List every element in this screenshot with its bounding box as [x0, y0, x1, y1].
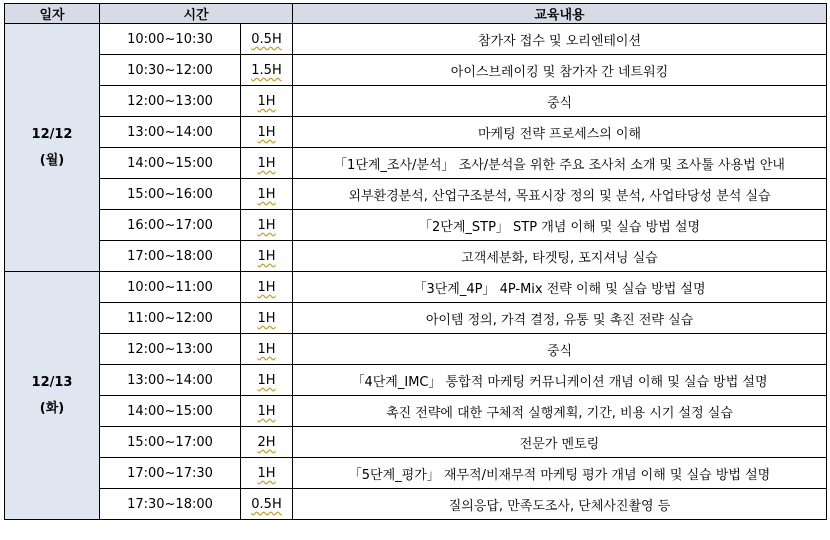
duration-cell: [241, 55, 293, 86]
duration-cell: [241, 24, 293, 55]
table-row: [5, 148, 827, 179]
table-row: [5, 179, 827, 210]
content: 참가자 접수 및 오리엔테이션: [293, 24, 827, 55]
table-row: [5, 55, 827, 86]
content: 「3단계_4P」 4P-Mix 전략 이해 및 실습 방법 설명: [293, 272, 827, 303]
duration-cell: [241, 334, 293, 365]
duration: 1H: [257, 248, 276, 264]
content: 「5단계_평가」 재무적/비재무적 마케팅 평가 개념 이해 및 실습 방법 설명: [293, 458, 827, 489]
duration-cell: [241, 179, 293, 210]
header-content: 교육내용: [293, 4, 827, 24]
duration: 1H: [257, 217, 276, 233]
day-date: 12/13: [31, 374, 73, 390]
time-range: 17:30~18:00: [100, 489, 241, 520]
table-row: [5, 303, 827, 334]
content: 아이템 정의, 가격 결정, 유통 및 촉진 전략 실습: [293, 303, 827, 334]
content: 고객세분화, 타겟팅, 포지셔닝 실습: [293, 241, 827, 272]
duration: 1H: [257, 403, 276, 419]
table-row: [5, 334, 827, 365]
day-cell: [5, 24, 100, 272]
time-range: 15:00~17:00: [100, 427, 241, 458]
duration-cell: [241, 117, 293, 148]
duration-cell: [241, 241, 293, 272]
time-range: 12:00~13:00: [100, 334, 241, 365]
header-time: 시간: [100, 4, 293, 24]
table-row: [5, 117, 827, 148]
time-range: 17:00~18:00: [100, 241, 241, 272]
content: 마케팅 전략 프로세스의 이해: [293, 117, 827, 148]
content: 중식: [293, 334, 827, 365]
duration: 1H: [257, 341, 276, 357]
table-row: [5, 272, 827, 303]
schedule-table: [4, 3, 827, 520]
time-range: 13:00~14:00: [100, 117, 241, 148]
table-row: [5, 241, 827, 272]
duration: 1H: [257, 93, 276, 109]
content: 아이스브레이킹 및 참가자 간 네트워킹: [293, 55, 827, 86]
time-range: 14:00~15:00: [100, 396, 241, 427]
duration: 1H: [257, 155, 276, 171]
content: 「2단계_STP」 STP 개념 이해 및 실습 방법 설명: [293, 210, 827, 241]
content: 질의응답, 만족도조사, 단체사진촬영 등: [293, 489, 827, 520]
content: 전문가 멘토링: [293, 427, 827, 458]
day-date: 12/12: [31, 126, 73, 142]
duration: 1H: [257, 124, 276, 140]
content: 촉진 전략에 대한 구체적 실행계획, 기간, 비용 시기 설정 실습: [293, 396, 827, 427]
duration: 1H: [257, 465, 276, 481]
duration: 2H: [257, 434, 276, 450]
header-row: [5, 4, 827, 24]
content: 「4단계_IMC」 통합적 마케팅 커뮤니케이션 개념 이해 및 실습 방법 설명: [293, 365, 827, 396]
table-row: [5, 489, 827, 520]
duration: 1H: [257, 310, 276, 326]
day-weekday: (화): [39, 400, 65, 416]
day-weekday: (월): [39, 152, 65, 168]
duration-cell: [241, 303, 293, 334]
duration-cell: [241, 396, 293, 427]
duration: 1H: [257, 186, 276, 202]
duration-cell: [241, 489, 293, 520]
table-row: [5, 458, 827, 489]
time-range: 10:00~11:00: [100, 272, 241, 303]
duration: 1H: [257, 279, 276, 295]
duration: 1.5H: [251, 62, 282, 78]
day-cell: [5, 272, 100, 520]
duration-cell: [241, 458, 293, 489]
duration-cell: [241, 365, 293, 396]
duration-cell: [241, 272, 293, 303]
content: 중식: [293, 86, 827, 117]
duration: 1H: [257, 372, 276, 388]
table-row: [5, 427, 827, 458]
time-range: 16:00~17:00: [100, 210, 241, 241]
schedule-body: [5, 24, 827, 520]
time-range: 14:00~15:00: [100, 148, 241, 179]
time-range: 10:30~12:00: [100, 55, 241, 86]
table-row: [5, 24, 827, 55]
duration-cell: [241, 210, 293, 241]
time-range: 11:00~12:00: [100, 303, 241, 334]
duration-cell: [241, 148, 293, 179]
table-row: [5, 365, 827, 396]
header-day: 일자: [5, 4, 100, 24]
duration-cell: [241, 427, 293, 458]
duration-cell: [241, 86, 293, 117]
time-range: 10:00~10:30: [100, 24, 241, 55]
table-row: [5, 396, 827, 427]
content: 「1단계_조사/분석」 조사/분석을 위한 주요 조사처 소개 및 조사툴 사용법 안내: [293, 148, 827, 179]
time-range: 13:00~14:00: [100, 365, 241, 396]
content: 외부환경분석, 산업구조분석, 목표시장 정의 및 분석, 사업타당성 분석 실습: [293, 179, 827, 210]
duration: 0.5H: [251, 496, 282, 512]
table-row: [5, 86, 827, 117]
time-range: 15:00~16:00: [100, 179, 241, 210]
table-row: [5, 210, 827, 241]
time-range: 17:00~17:30: [100, 458, 241, 489]
time-range: 12:00~13:00: [100, 86, 241, 117]
duration: 0.5H: [251, 31, 282, 47]
